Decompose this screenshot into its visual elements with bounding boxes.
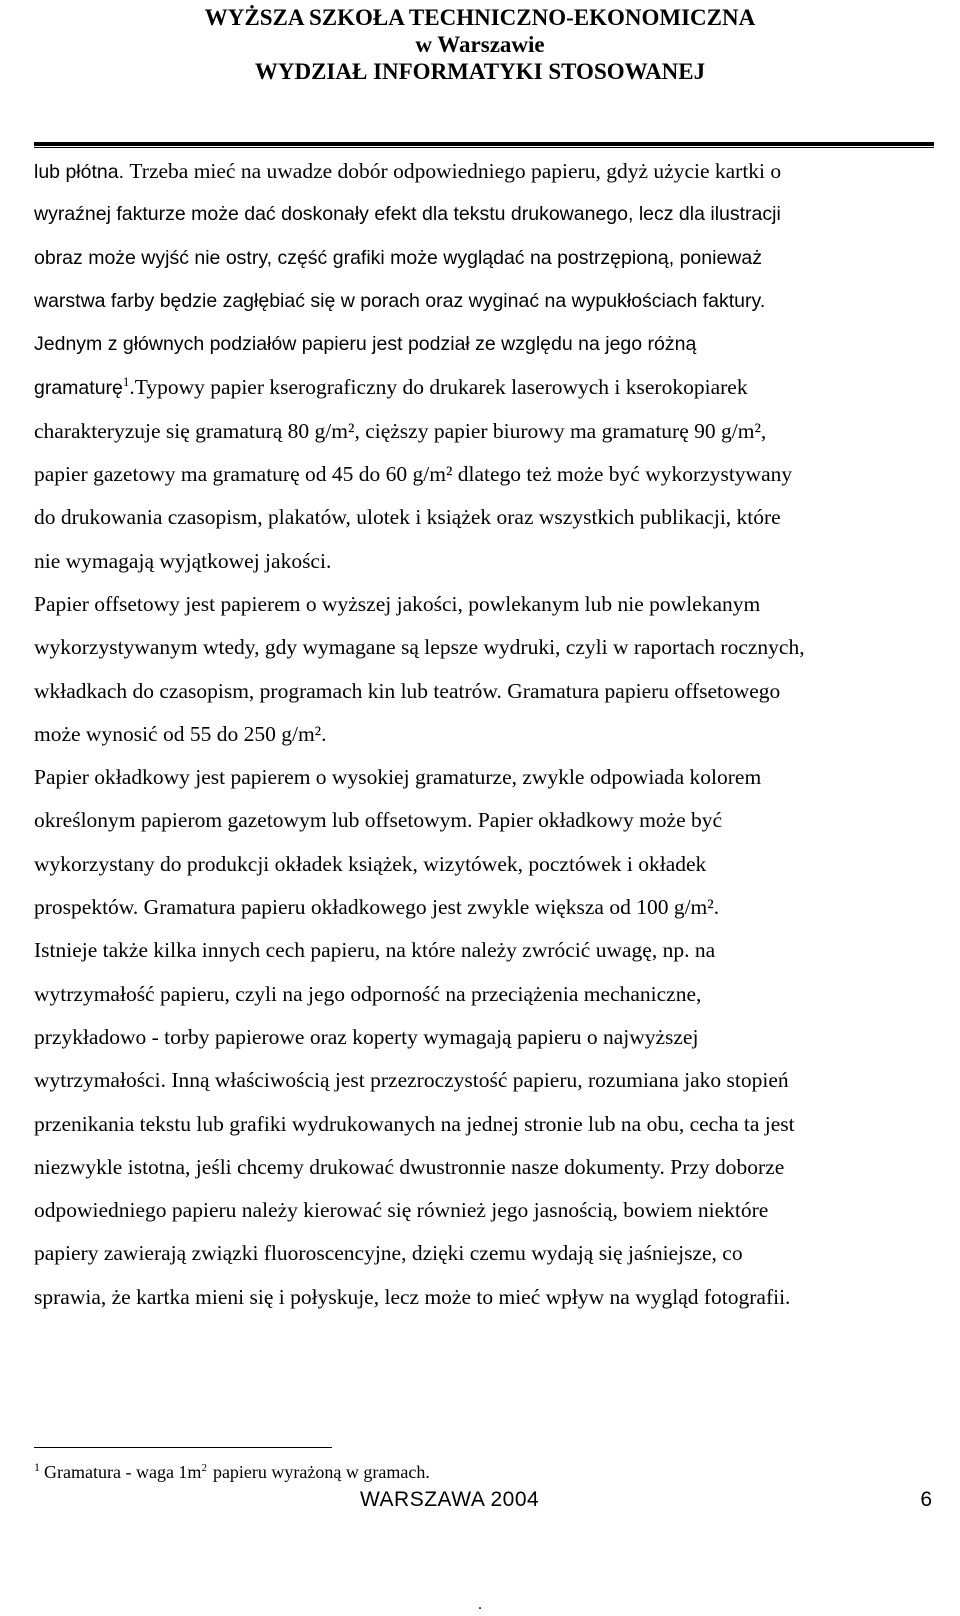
- text-line: wkładkach do czasopism, programach kin lub teatrów. Gramatura papieru offsetowego: [34, 678, 781, 703]
- text-line: wykorzystywanym wtedy, gdy wymagane są lepsze wydruki, czyli w raportach rocznych,: [34, 635, 805, 660]
- text-span: .Typowy papier kserograficzny do drukarek laserowych i kserokopiarek: [129, 375, 748, 400]
- text-line: obraz może wyjść nie ostry, część grafiki może wyglądać na postrzępioną, ponieważ: [34, 246, 762, 269]
- page-number: 6: [920, 1488, 932, 1511]
- text-line: może wynosić od 55 do 250 g/m².: [34, 721, 327, 746]
- text-line: wyraźnej fakturze może dać doskonały efekt dla tekstu drukowanego, lecz dla ilustracji: [34, 203, 781, 226]
- text-line: wytrzymałości. Inną właściwością jest przezroczystość papieru, rozumiana jako stopień: [34, 1068, 789, 1093]
- text-line: [34, 150, 934, 193]
- header-rule-thin: [34, 147, 934, 148]
- footnote: [34, 1461, 430, 1483]
- text-line: określonym papierom gazetowym lub offsetowym. Papier okładkowy może być: [34, 808, 723, 833]
- text-line: do drukowania czasopism, plakatów, ulotek i książek oraz wszystkich publikacji, które: [34, 505, 781, 530]
- text-line: charakteryzuje się gramaturą 80 g/m², cięższy papier biurowy ma gramaturę 90 g/m²,: [34, 418, 767, 443]
- text-line: papier gazetowy ma gramaturę od 45 do 60 g/m² dlatego też może być wykorzystywany: [34, 462, 793, 487]
- text-line: wytrzymałość papieru, czyli na jego odporność na przeciążenia mechaniczne,: [34, 981, 702, 1006]
- text-line: prospektów. Gramatura papieru okładkowego jest zwykle większa od 100 g/m².: [34, 895, 720, 920]
- text-line: przykładowo - torby papierowe oraz koperty wymagają papieru o najwyższej: [34, 1024, 699, 1049]
- header-faculty: WYDZIAŁ INFORMATYKI STOSOWANEJ: [254, 59, 706, 84]
- text-line: Istnieje także kilka innych cech papieru, na które należy zwrócić uwagę, np. na: [34, 938, 716, 963]
- text-span: gramaturę: [34, 377, 123, 400]
- text-line: [34, 366, 934, 409]
- footer-city-year: WARSZAWA 2004: [360, 1488, 540, 1511]
- footnote-text: Gramatura - waga 1m: [44, 1462, 202, 1482]
- footnote-superscript: 2: [201, 1462, 207, 1474]
- body-text: [34, 150, 934, 1319]
- text-span: lub płótna.: [34, 161, 130, 183]
- footnote-number: 1: [34, 1460, 40, 1474]
- text-line: odpowiedniego papieru należy kierować się również jego jasnością, bowiem niektóre: [34, 1198, 769, 1223]
- text-line: nie wymagają wyjątkowej jakości.: [34, 548, 332, 573]
- footnote-reference: 1: [122, 374, 130, 390]
- text-line: Papier offsetowy jest papierem o wyższej jakości, powlekanym lub nie powlekanym: [34, 591, 761, 616]
- text-line: niezwykle istotna, jeśli chcemy drukować dwustronnie nasze dokumenty. Przy doborze: [34, 1154, 785, 1179]
- text-line: przenikania tekstu lub grafiki wydrukowanych na jednej stronie lub na obu, cecha ta jest: [34, 1111, 795, 1136]
- text-line: Papier okładkowy jest papierem o wysokiej gramaturze, zwykle odpowiada kolorem: [34, 765, 762, 790]
- stray-dot: .: [478, 1596, 482, 1613]
- header-city: w Warszawie: [415, 32, 545, 57]
- header-school-name: WYŻSZA SZKOŁA TECHNICZNO-EKONOMICZNA: [204, 5, 756, 30]
- page-footer: [0, 1488, 960, 1518]
- text-span: Trzeba mieć na uwadze dobór odpowiedniego papieru, gdyż użycie kartki o: [129, 159, 782, 183]
- document-header: [0, 4, 960, 85]
- text-line: sprawia, że kartka mieni się i połyskuje, lecz może to mieć wpływ na wygląd fotografii.: [34, 1284, 791, 1309]
- text-line: papiery zawierają związki fluoroscencyjne, dzięki czemu wydają się jaśniejsze, co: [34, 1241, 743, 1266]
- text-line: warstwa farby będzie zagłębiać się w porach oraz wyginać na wypukłościach faktury.: [34, 289, 766, 312]
- footnote-separator: [34, 1447, 332, 1448]
- text-line: wykorzystany do produkcji okładek książek, wizytówek, pocztówek i okładek: [34, 851, 707, 876]
- footnote-text: papieru wyrażoną w gramach.: [212, 1462, 430, 1482]
- text-line: Jednym z głównych podziałów papieru jest podział ze względu na jego różną: [34, 333, 697, 356]
- header-rule-thick: [34, 142, 934, 146]
